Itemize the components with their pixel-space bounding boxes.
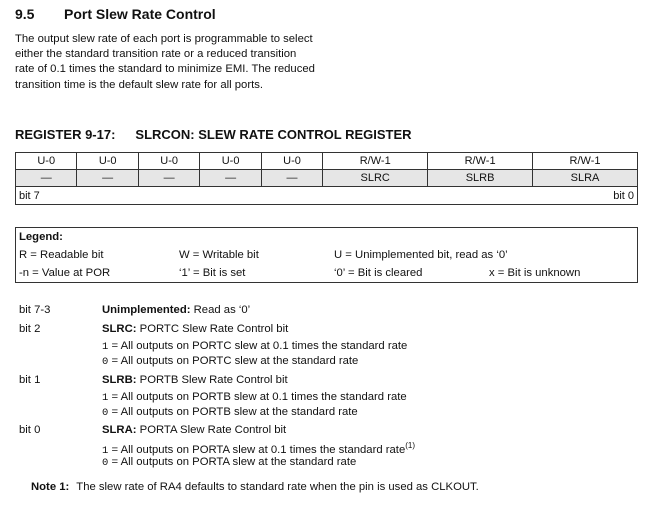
bit-position-cell — [16, 187, 638, 205]
desc-value-text: = All outputs on PORTB slew at 0.1 times the standard rate — [108, 391, 407, 403]
desc-heading — [102, 323, 288, 335]
legend-item: R = Readable bit — [19, 249, 104, 261]
bit-name-cell: SLRB — [428, 170, 533, 187]
desc-field-text: PORTB Slew Rate Control bit — [136, 374, 288, 386]
desc-field-text: PORTC Slew Rate Control bit — [136, 323, 289, 335]
bit-name-cell: — — [77, 170, 138, 187]
desc-value: 0 — [102, 356, 109, 368]
desc-value: 1 — [102, 444, 109, 457]
desc-field-text: PORTA Slew Rate Control bit — [136, 424, 287, 436]
desc-value: 0 — [102, 407, 109, 419]
access-cell: R/W-1 — [323, 153, 428, 170]
lsb-label: bit 0 — [613, 189, 634, 202]
access-cell: U-0 — [16, 153, 77, 170]
desc-value-text: = All outputs on PORTC slew at 0.1 times the standard rate — [108, 340, 408, 352]
msb-label: bit 7 — [19, 189, 40, 202]
desc-value-line — [102, 406, 358, 419]
bit-name-cell: — — [200, 170, 261, 187]
desc-field-text: Read as ‘0’ — [190, 304, 251, 316]
note-label: Note 1: — [31, 481, 70, 493]
footnote — [31, 481, 479, 493]
access-cell: U-0 — [261, 153, 322, 170]
note-text: The slew rate of RA4 defaults to standard rate when the pin is used as CLKOUT. — [76, 481, 479, 493]
desc-value: 1 — [102, 392, 109, 404]
desc-field-name: Unimplemented: — [102, 304, 191, 316]
desc-value-line — [102, 340, 407, 353]
desc-value: 0 — [102, 457, 109, 469]
bit-name-cell: SLRC — [323, 170, 428, 187]
desc-value-line — [102, 355, 358, 368]
desc-value-text: = All outputs on PORTA slew at 0.1 times the standard rate — [108, 443, 406, 456]
desc-value-text: = All outputs on PORTA slew at the standard rate — [108, 456, 357, 468]
desc-value-text: = All outputs on PORTB slew at the standard rate — [108, 406, 358, 418]
legend-title: Legend: — [19, 231, 63, 243]
desc-field-name: SLRA: — [102, 424, 137, 436]
desc-heading — [102, 304, 250, 316]
access-cell: U-0 — [200, 153, 261, 170]
desc-bit-label: bit 2 — [19, 323, 41, 335]
section-number: 9.5 — [15, 6, 35, 22]
legend-item: ‘1’ = Bit is set — [179, 267, 246, 279]
register-id: REGISTER 9-17: — [15, 127, 116, 142]
desc-field-name: SLRB: — [102, 374, 137, 386]
bit-name-cell: — — [261, 170, 322, 187]
legend-item: -n = Value at POR — [19, 267, 111, 279]
desc-bit-label: bit 7-3 — [19, 304, 51, 316]
access-cell: U-0 — [77, 153, 138, 170]
access-cell: R/W-1 — [533, 153, 638, 170]
intro-paragraph: The output slew rate of each port is programmable to select either the standard transition rate or a reduced transition rate of 0.1 times the standard to minimize EMI. The reduced transition time is the default slew rate for all ports. — [15, 33, 315, 91]
register-name: SLRCON: SLEW RATE CONTROL REGISTER — [135, 127, 412, 142]
desc-heading — [102, 374, 288, 386]
bit-position-row — [16, 187, 638, 205]
legend-item: U = Unimplemented bit, read as ‘0’ — [334, 249, 508, 261]
register-caption — [15, 127, 412, 142]
legend-item: W = Writable bit — [179, 249, 259, 261]
bit-name-cell: SLRA — [533, 170, 638, 187]
section-title: Port Slew Rate Control — [64, 6, 216, 22]
access-cell: U-0 — [138, 153, 199, 170]
bit-name-cell: — — [138, 170, 199, 187]
desc-value: 1 — [102, 341, 109, 353]
legend-box — [15, 227, 638, 283]
legend-item: ‘0’ = Bit is cleared — [334, 267, 423, 279]
desc-value-text: = All outputs on PORTC slew at the standard rate — [108, 355, 359, 367]
desc-field-name: SLRC: — [102, 323, 137, 335]
access-cell: R/W-1 — [428, 153, 533, 170]
desc-value-line — [102, 441, 415, 457]
register-table — [15, 152, 638, 205]
desc-heading — [102, 424, 286, 436]
desc-value-line — [102, 391, 407, 404]
access-row — [16, 153, 638, 170]
bit-name-cell: — — [16, 170, 77, 187]
legend-item: x = Bit is unknown — [489, 267, 581, 279]
bit-name-row — [16, 170, 638, 187]
desc-bit-label: bit 1 — [19, 374, 41, 386]
desc-value-line — [102, 456, 356, 469]
footnote-ref: (1) — [405, 441, 416, 450]
desc-bit-label: bit 0 — [19, 424, 41, 436]
